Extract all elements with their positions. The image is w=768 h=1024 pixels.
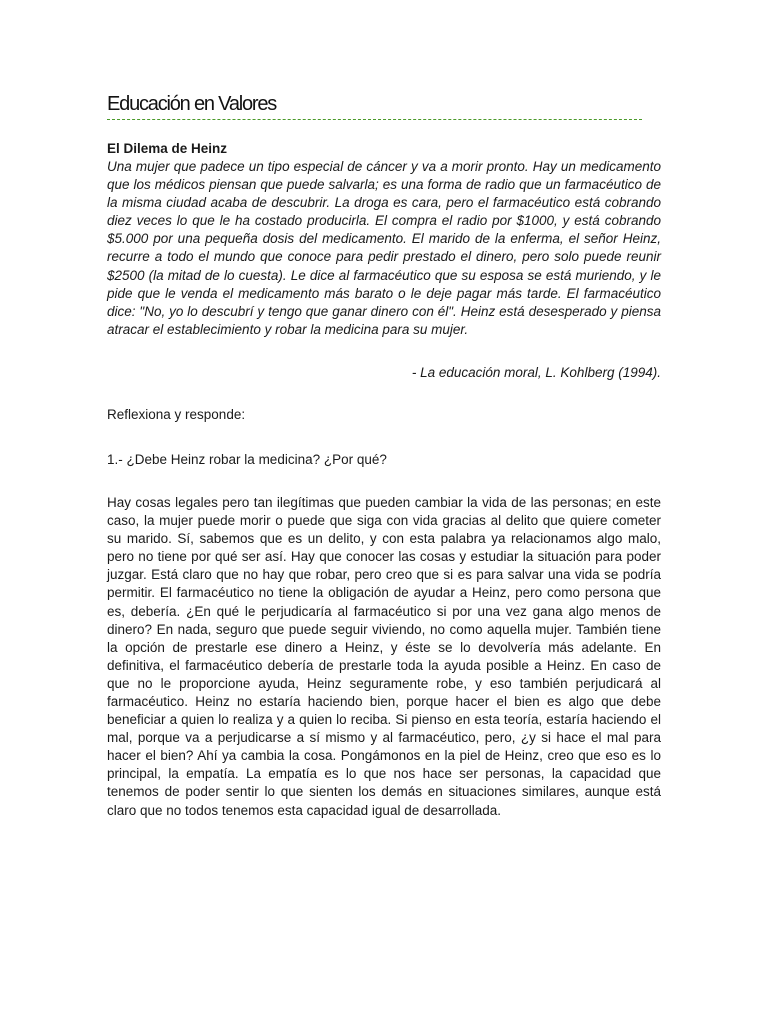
question-1: 1.- ¿Debe Heinz robar la medicina? ¿Por qué? — [107, 451, 387, 467]
dilemma-story: Una mujer que padece un tipo especial de cáncer y va a morir pronto. Hay un medicamento que los médicos piensan que puede salvarla; es una forma de radio que un farmacéutico de la misma ciudad acaba de descubrir. La droga es cara, pero el farmacéutico está cobrando diez veces lo que le ha costado producirla. El compra el radio por $1000, y está cobrando $5.000 por una pequeña dosis del medicamento. El marido de la enferma, el señor Heinz, recurre a todo el mundo que conoce para pedir prestado el dinero, pero solo puede reunir $2500 (la mitad de lo cuesta). Le dice al farmacéutico que su esposa se está muriendo, y le pide que le venda el medicamento más barato o le deje pagar más tarde. El farmacéutico dice: "No, yo lo descubrí y tengo que ganar dinero con él". Heinz está desesperado y piensa atracar el establecimiento y robar la medicina para su mujer. — [107, 159, 661, 337]
section-heading: El Dilema de Heinz — [107, 141, 228, 156]
reflection-prompt: Reflexiona y responde: — [107, 406, 246, 422]
document-body — [107, 139, 661, 820]
answer-paragraph: Hay cosas legales pero tan ilegítimas que pueden cambiar la vida de las personas; en este caso, la mujer puede morir o puede que siga con vida gracias al delito que quiere cometer su marido. Sí, sabemos que es un delito, y con esta palabra ya relacionamos algo malo, pero no tiene por qué ser así. Hay que conocer las cosas y estudiar la situación para poder juzgar. Está claro que no hay que robar, pero creo que si es para salvar una vida se podría permitir. El farmacéutico no tiene la obligación de ayudar a Heinz, pero como persona que es, debería. ¿En qué le perjudicaría al farmacéutico si por una vez gana algo menos de dinero? En nada, seguro que puede seguir viviendo, no como aquella mujer. También tiene la opción de prestarle ese dinero a Heinz, y éste se lo devolvería más adelante. En definitiva, el farmacéutico debería de prestarle toda la ayuda posible a Heinz. En caso de que no le proporcione ayuda, Heinz seguramente robe, y eso también perjudicará al farmacéutico. Heinz no estaría haciendo bien, porque hacer el bien es algo que debe beneficiar a quien lo realiza y a quien lo reciba. Si pienso en esta teoría, estaría haciendo el mal, porque va a perjudicarse a sí mismo y al farmacéutico, pero, ¿y si hace el mal para hacer el bien? Ahí ya cambia la cosa. Pongámonos en la piel de Heinz, creo que eso es lo principal, la empatía. La empatía es lo que nos hace ser personas, la capacidad que tenemos de poder sentir lo que sienten los demás en situaciones similares, aunque está claro que no todos tenemos esta capacidad igual de desarrollada. — [107, 494, 661, 818]
document-title: Educación en Valores — [107, 93, 277, 115]
citation: - La educación moral, L. Kohlberg (1994). — [411, 364, 661, 380]
title-divider — [107, 119, 642, 120]
